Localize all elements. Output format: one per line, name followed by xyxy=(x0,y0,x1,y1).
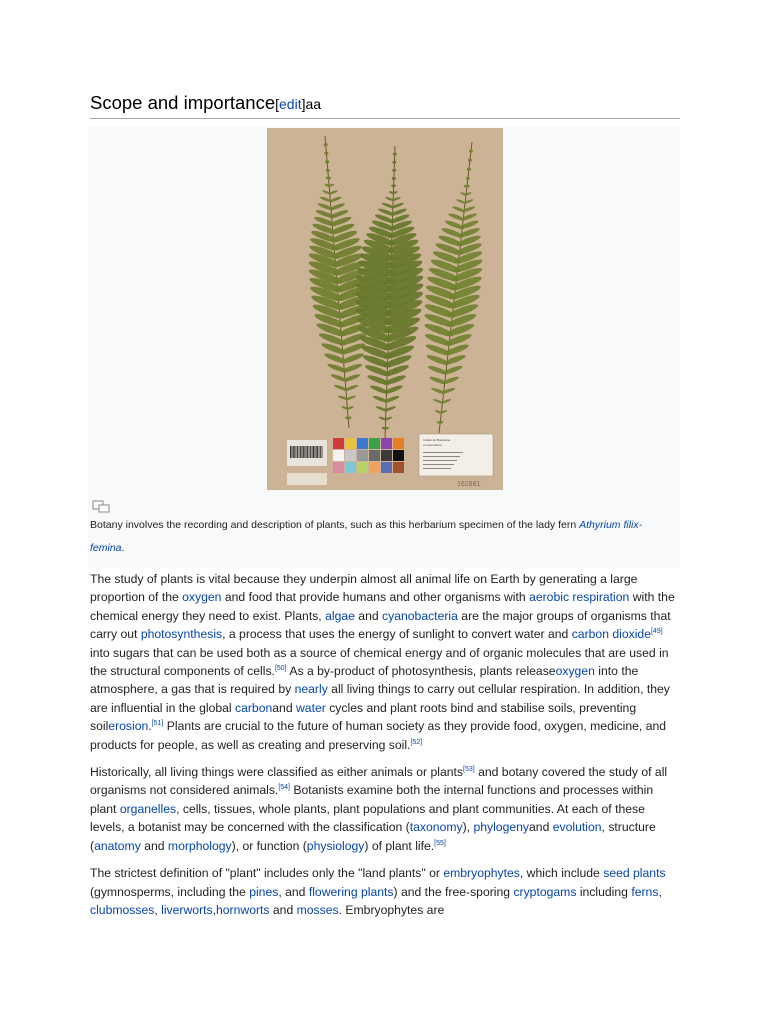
specimen-label-line: Institut de Botanique xyxy=(423,438,451,442)
link-carbon[interactable]: carbon xyxy=(235,700,273,715)
link-embryophytes[interactable]: embryophytes xyxy=(443,866,520,881)
link-seed-plants[interactable]: seed plants xyxy=(603,866,666,881)
citation-53[interactable]: [53] xyxy=(463,766,475,773)
citation-51[interactable]: [51] xyxy=(151,720,164,728)
link-mosses[interactable]: mosses xyxy=(296,902,339,917)
edit-section: [edit] xyxy=(275,96,306,112)
link-aerobic-respiration[interactable]: aerobic respiration xyxy=(529,590,630,605)
link-erosion[interactable]: erosion xyxy=(108,719,149,734)
link-liverworts[interactable]: liverworts xyxy=(161,902,213,917)
paragraph-3: The strictest definition of "plant" includes only the "land plants" or embryophytes, which include seed plants (gymnosperms, including the pines, and flowering plants) and the free-sporing cryptogams including ferns, clubmosses, liverworts,hornworts and mosses. Embryophytes are xyxy=(90,866,666,917)
figure-thumbnail xyxy=(88,126,680,568)
section-heading xyxy=(90,90,680,119)
specimen-label-line: Conservatoire xyxy=(423,443,442,447)
link-cryptogams[interactable]: cryptogams xyxy=(513,884,577,899)
citation-52[interactable]: [52] xyxy=(410,738,423,746)
link-cyanobacteria[interactable]: cyanobacteria xyxy=(382,608,458,623)
link-pines[interactable]: pines xyxy=(249,884,279,899)
link-algae[interactable]: algae xyxy=(325,608,355,623)
link-organelles[interactable]: organelles xyxy=(119,801,177,816)
specimen-number: 162881 xyxy=(457,481,481,488)
edit-link[interactable]: edit xyxy=(279,96,302,112)
link-hornworts[interactable]: hornworts xyxy=(216,902,270,917)
link-flowering-plants[interactable]: flowering plants xyxy=(308,884,394,899)
link-evolution[interactable]: evolution xyxy=(552,820,602,835)
heading-suffix: aa xyxy=(305,96,322,112)
paragraph-2: Historically, all living things were classified as either animals or plants[53] and botany covered the study of all organisms not considered animals.[54] Botanists examine both the internal functions and processes within plant organelles, cells, tissues, whole plants, plant populations and plant communities. At each of these levels, a botanist may be concerned with the classification (taxonomy), phylogenyand evolution, structure (anatomy and morphology), or function (physiology) of plant life.[55] xyxy=(90,765,668,853)
citation-55[interactable]: [55] xyxy=(434,839,446,847)
link-oxygen-2[interactable]: oxygen xyxy=(555,664,595,679)
link-oxygen[interactable]: oxygen xyxy=(182,590,222,605)
link-physiology[interactable]: physiology xyxy=(306,838,365,853)
article-body xyxy=(90,570,682,928)
section-title: Scope and importance xyxy=(90,92,276,113)
link-clubmosses[interactable]: clubmosses xyxy=(90,902,155,917)
link-nearly[interactable]: nearly xyxy=(294,682,328,697)
link-water[interactable]: water xyxy=(296,700,326,715)
athyrium-link[interactable]: Athyrium filix-femina xyxy=(90,519,643,554)
citation-54[interactable]: [54] xyxy=(278,784,291,792)
citation-50[interactable]: [50] xyxy=(274,664,287,672)
paragraph-1: The study of plants is vital because they underpin almost all animal life on Earth by generating a large proportion of the oxygen and food that provide humans and other organisms with aerobic respiration with the chemical energy they need to exist. Plants, algae and cyanobacteria are the major groups of organisms that carry out photosynthesis, a process that uses the energy of sunlight to convert water and carbon dioxide[49] into sugars that can be used both as a source of chemical energy and of organic molecules that are used in the structural components of cells.[50] As a by-product of photosynthesis, plants releaseoxygen into the atmosphere, a gas that is required by nearly all living things to carry out cellular respiration. In addition, they are influential in the global carbonand water cycles and plant roots bind and stabilise soils, preventing soilerosion.[51] Plants are crucial to the future of human society as they provide food, oxygen, medicine, and products for people, as well as creating and preserving soil.[52] xyxy=(90,572,675,752)
link-taxonomy[interactable]: taxonomy xyxy=(409,820,463,835)
link-phylogeny[interactable]: phylogeny xyxy=(473,820,530,835)
link-morphology[interactable]: morphology xyxy=(167,838,232,853)
link-ferns[interactable]: ferns xyxy=(631,884,659,899)
link-anatomy[interactable]: anatomy xyxy=(94,838,141,853)
citation-49[interactable]: [49] xyxy=(650,628,663,636)
figure-caption: Botany involves the recording and description of plants, such as this herbarium specimen of the lady fern Athyrium filix-femina. xyxy=(90,519,643,554)
magnify-icon[interactable] xyxy=(92,499,110,513)
link-photosynthesis[interactable]: photosynthesis xyxy=(140,627,223,642)
herbarium-specimen-image[interactable] xyxy=(267,128,503,490)
link-carbon-dioxide[interactable]: carbon dioxide xyxy=(571,627,651,642)
